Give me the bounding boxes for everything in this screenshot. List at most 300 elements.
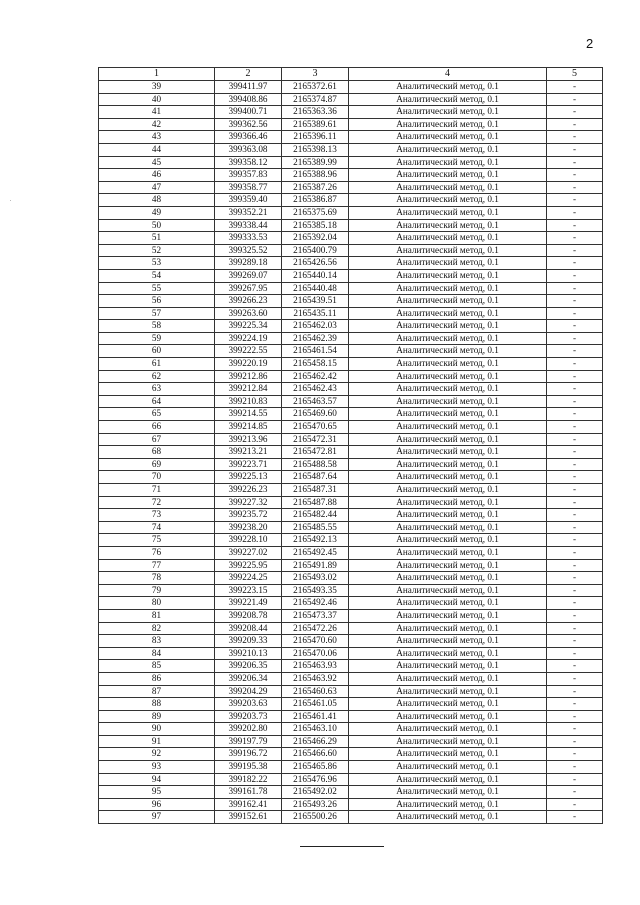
method-cell: Аналитический метод, 0.1: [349, 647, 547, 660]
point-number-cell: 40: [99, 93, 215, 106]
method-cell: Аналитический метод, 0.1: [349, 194, 547, 207]
method-cell: Аналитический метод, 0.1: [349, 748, 547, 761]
y-coordinate-cell: 2165466.29: [282, 735, 349, 748]
y-coordinate-cell: 2165487.88: [282, 496, 349, 509]
method-cell: Аналитический метод, 0.1: [349, 143, 547, 156]
table-row: [99, 307, 603, 320]
table-row: [99, 81, 603, 94]
y-coordinate-cell: 2165388.96: [282, 169, 349, 182]
point-number-cell: 89: [99, 710, 215, 723]
table-row: [99, 735, 603, 748]
point-number-cell: 90: [99, 723, 215, 736]
x-coordinate-cell: 399238.20: [215, 521, 282, 534]
note-cell: -: [547, 811, 603, 824]
column-header-x: 2: [215, 68, 282, 81]
table-row: [99, 181, 603, 194]
point-number-cell: 64: [99, 395, 215, 408]
note-cell: -: [547, 471, 603, 484]
table-row: [99, 509, 603, 522]
y-coordinate-cell: 2165493.35: [282, 584, 349, 597]
point-number-cell: 96: [99, 798, 215, 811]
note-cell: -: [547, 748, 603, 761]
note-cell: -: [547, 672, 603, 685]
y-coordinate-cell: 2165465.86: [282, 761, 349, 774]
table-row: [99, 635, 603, 648]
point-number-cell: 60: [99, 345, 215, 358]
y-coordinate-cell: 2165363.36: [282, 106, 349, 119]
table-row: [99, 395, 603, 408]
table-row: [99, 219, 603, 232]
point-number-cell: 39: [99, 81, 215, 94]
point-number-cell: 76: [99, 546, 215, 559]
x-coordinate-cell: 399267.95: [215, 282, 282, 295]
y-coordinate-cell: 2165386.87: [282, 194, 349, 207]
table-row: [99, 269, 603, 282]
x-coordinate-cell: 399202.80: [215, 723, 282, 736]
point-number-cell: 97: [99, 811, 215, 824]
point-number-cell: 42: [99, 118, 215, 131]
point-number-cell: 68: [99, 446, 215, 459]
table-row: [99, 710, 603, 723]
note-cell: -: [547, 421, 603, 434]
point-number-cell: 63: [99, 383, 215, 396]
y-coordinate-cell: 2165372.61: [282, 81, 349, 94]
method-cell: Аналитический метод, 0.1: [349, 295, 547, 308]
table-row: [99, 748, 603, 761]
x-coordinate-cell: 399358.12: [215, 156, 282, 169]
point-number-cell: 91: [99, 735, 215, 748]
x-coordinate-cell: 399338.44: [215, 219, 282, 232]
table-row: [99, 458, 603, 471]
table-row: [99, 320, 603, 333]
table-row: [99, 609, 603, 622]
y-coordinate-cell: 2165487.64: [282, 471, 349, 484]
table-row: [99, 786, 603, 799]
method-cell: Аналитический метод, 0.1: [349, 773, 547, 786]
y-coordinate-cell: 2165485.55: [282, 521, 349, 534]
x-coordinate-cell: 399209.33: [215, 635, 282, 648]
table-row: [99, 282, 603, 295]
method-cell: Аналитический метод, 0.1: [349, 81, 547, 94]
y-coordinate-cell: 2165500.26: [282, 811, 349, 824]
y-coordinate-cell: 2165460.63: [282, 685, 349, 698]
y-coordinate-cell: 2165435.11: [282, 307, 349, 320]
column-header-note: 5: [547, 68, 603, 81]
note-cell: -: [547, 269, 603, 282]
method-cell: Аналитический метод, 0.1: [349, 584, 547, 597]
x-coordinate-cell: 399225.95: [215, 559, 282, 572]
x-coordinate-cell: 399400.71: [215, 106, 282, 119]
x-coordinate-cell: 399225.13: [215, 471, 282, 484]
x-coordinate-cell: 399352.21: [215, 206, 282, 219]
y-coordinate-cell: 2165462.03: [282, 320, 349, 333]
x-coordinate-cell: 399224.25: [215, 572, 282, 585]
note-cell: -: [547, 484, 603, 497]
y-coordinate-cell: 2165493.02: [282, 572, 349, 585]
point-number-cell: 72: [99, 496, 215, 509]
point-number-cell: 92: [99, 748, 215, 761]
note-cell: -: [547, 307, 603, 320]
x-coordinate-cell: 399235.72: [215, 509, 282, 522]
table-row: [99, 156, 603, 169]
note-cell: -: [547, 521, 603, 534]
note-cell: -: [547, 282, 603, 295]
point-number-cell: 85: [99, 660, 215, 673]
note-cell: -: [547, 194, 603, 207]
x-coordinate-cell: 399197.79: [215, 735, 282, 748]
point-number-cell: 75: [99, 534, 215, 547]
table-row: [99, 106, 603, 119]
table-row: [99, 597, 603, 610]
method-cell: Аналитический метод, 0.1: [349, 446, 547, 459]
point-number-cell: 44: [99, 143, 215, 156]
table-header-row: [99, 68, 603, 81]
note-cell: -: [547, 584, 603, 597]
note-cell: -: [547, 320, 603, 333]
table-row: [99, 232, 603, 245]
method-cell: Аналитический метод, 0.1: [349, 811, 547, 824]
note-cell: -: [547, 496, 603, 509]
method-cell: Аналитический метод, 0.1: [349, 118, 547, 131]
table-row: [99, 358, 603, 371]
x-coordinate-cell: 399162.41: [215, 798, 282, 811]
table-row: [99, 408, 603, 421]
x-coordinate-cell: 399363.08: [215, 143, 282, 156]
method-cell: Аналитический метод, 0.1: [349, 169, 547, 182]
method-cell: Аналитический метод, 0.1: [349, 307, 547, 320]
x-coordinate-cell: 399213.21: [215, 446, 282, 459]
table-row: [99, 332, 603, 345]
note-cell: -: [547, 106, 603, 119]
note-cell: -: [547, 647, 603, 660]
x-coordinate-cell: 399204.29: [215, 685, 282, 698]
note-cell: -: [547, 786, 603, 799]
method-cell: Аналитический метод, 0.1: [349, 358, 547, 371]
method-cell: Аналитический метод, 0.1: [349, 181, 547, 194]
table-row: [99, 131, 603, 144]
y-coordinate-cell: 2165440.48: [282, 282, 349, 295]
point-number-cell: 84: [99, 647, 215, 660]
y-coordinate-cell: 2165440.14: [282, 269, 349, 282]
x-coordinate-cell: 399223.15: [215, 584, 282, 597]
x-coordinate-cell: 399213.96: [215, 433, 282, 446]
y-coordinate-cell: 2165462.39: [282, 332, 349, 345]
table-row: [99, 584, 603, 597]
method-cell: Аналитический метод, 0.1: [349, 433, 547, 446]
point-number-cell: 83: [99, 635, 215, 648]
y-coordinate-cell: 2165461.05: [282, 698, 349, 711]
note-cell: -: [547, 458, 603, 471]
method-cell: Аналитический метод, 0.1: [349, 408, 547, 421]
method-cell: Аналитический метод, 0.1: [349, 572, 547, 585]
table-row: [99, 93, 603, 106]
page-number: 2: [586, 36, 594, 51]
y-coordinate-cell: 2165492.02: [282, 786, 349, 799]
method-cell: Аналитический метод, 0.1: [349, 521, 547, 534]
table-row: [99, 345, 603, 358]
point-number-cell: 49: [99, 206, 215, 219]
method-cell: Аналитический метод, 0.1: [349, 269, 547, 282]
note-cell: -: [547, 383, 603, 396]
point-number-cell: 47: [99, 181, 215, 194]
y-coordinate-cell: 2165426.56: [282, 257, 349, 270]
point-number-cell: 50: [99, 219, 215, 232]
method-cell: Аналитический метод, 0.1: [349, 370, 547, 383]
note-cell: -: [547, 295, 603, 308]
x-coordinate-cell: 399203.73: [215, 710, 282, 723]
note-cell: -: [547, 559, 603, 572]
note-cell: -: [547, 93, 603, 106]
y-coordinate-cell: 2165398.13: [282, 143, 349, 156]
y-coordinate-cell: 2165389.99: [282, 156, 349, 169]
point-number-cell: 87: [99, 685, 215, 698]
point-number-cell: 56: [99, 295, 215, 308]
note-cell: -: [547, 156, 603, 169]
x-coordinate-cell: 399195.38: [215, 761, 282, 774]
x-coordinate-cell: 399269.07: [215, 269, 282, 282]
method-cell: Аналитический метод, 0.1: [349, 622, 547, 635]
table-row: [99, 672, 603, 685]
x-coordinate-cell: 399214.85: [215, 421, 282, 434]
x-coordinate-cell: 399224.19: [215, 332, 282, 345]
note-cell: -: [547, 685, 603, 698]
point-number-cell: 54: [99, 269, 215, 282]
y-coordinate-cell: 2165461.54: [282, 345, 349, 358]
note-cell: -: [547, 698, 603, 711]
y-coordinate-cell: 2165463.93: [282, 660, 349, 673]
x-coordinate-cell: 399161.78: [215, 786, 282, 799]
x-coordinate-cell: 399359.40: [215, 194, 282, 207]
column-header-method: 4: [349, 68, 547, 81]
note-cell: -: [547, 118, 603, 131]
method-cell: Аналитический метод, 0.1: [349, 206, 547, 219]
y-coordinate-cell: 2165487.31: [282, 484, 349, 497]
y-coordinate-cell: 2165466.60: [282, 748, 349, 761]
method-cell: Аналитический метод, 0.1: [349, 458, 547, 471]
point-number-cell: 55: [99, 282, 215, 295]
table-row: [99, 723, 603, 736]
x-coordinate-cell: 399210.13: [215, 647, 282, 660]
note-cell: -: [547, 735, 603, 748]
point-number-cell: 66: [99, 421, 215, 434]
point-number-cell: 81: [99, 609, 215, 622]
table-row: [99, 143, 603, 156]
y-coordinate-cell: 2165472.31: [282, 433, 349, 446]
point-number-cell: 51: [99, 232, 215, 245]
point-number-cell: 86: [99, 672, 215, 685]
x-coordinate-cell: 399206.35: [215, 660, 282, 673]
y-coordinate-cell: 2165400.79: [282, 244, 349, 257]
x-coordinate-cell: 399214.55: [215, 408, 282, 421]
x-coordinate-cell: 399228.10: [215, 534, 282, 547]
method-cell: Аналитический метод, 0.1: [349, 685, 547, 698]
note-cell: -: [547, 358, 603, 371]
x-coordinate-cell: 399152.61: [215, 811, 282, 824]
x-coordinate-cell: 399362.56: [215, 118, 282, 131]
table-row: [99, 257, 603, 270]
note-cell: -: [547, 798, 603, 811]
y-coordinate-cell: 2165392.04: [282, 232, 349, 245]
point-number-cell: 61: [99, 358, 215, 371]
table-row: [99, 484, 603, 497]
x-coordinate-cell: 399212.86: [215, 370, 282, 383]
table-row: [99, 698, 603, 711]
x-coordinate-cell: 399203.63: [215, 698, 282, 711]
note-cell: -: [547, 597, 603, 610]
y-coordinate-cell: 2165463.92: [282, 672, 349, 685]
table-row: [99, 559, 603, 572]
table-row: [99, 471, 603, 484]
method-cell: Аналитический метод, 0.1: [349, 597, 547, 610]
x-coordinate-cell: 399408.86: [215, 93, 282, 106]
table-row: [99, 811, 603, 824]
table-row: [99, 433, 603, 446]
note-cell: -: [547, 534, 603, 547]
point-number-cell: 45: [99, 156, 215, 169]
point-number-cell: 46: [99, 169, 215, 182]
x-coordinate-cell: 399226.23: [215, 484, 282, 497]
method-cell: Аналитический метод, 0.1: [349, 710, 547, 723]
point-number-cell: 82: [99, 622, 215, 635]
point-number-cell: 74: [99, 521, 215, 534]
y-coordinate-cell: 2165492.45: [282, 546, 349, 559]
table-row: [99, 761, 603, 774]
table-row: [99, 572, 603, 585]
x-coordinate-cell: 399325.52: [215, 244, 282, 257]
point-number-cell: 53: [99, 257, 215, 270]
note-cell: -: [547, 509, 603, 522]
y-coordinate-cell: 2165470.60: [282, 635, 349, 648]
x-coordinate-cell: 399196.72: [215, 748, 282, 761]
note-cell: -: [547, 181, 603, 194]
table-row: [99, 194, 603, 207]
y-coordinate-cell: 2165458.15: [282, 358, 349, 371]
x-coordinate-cell: 399223.71: [215, 458, 282, 471]
table-row: [99, 169, 603, 182]
y-coordinate-cell: 2165492.46: [282, 597, 349, 610]
method-cell: Аналитический метод, 0.1: [349, 345, 547, 358]
x-coordinate-cell: 399263.60: [215, 307, 282, 320]
y-coordinate-cell: 2165473.37: [282, 609, 349, 622]
table-row: [99, 496, 603, 509]
point-number-cell: 71: [99, 484, 215, 497]
y-coordinate-cell: 2165492.13: [282, 534, 349, 547]
point-number-cell: 62: [99, 370, 215, 383]
note-cell: -: [547, 395, 603, 408]
x-coordinate-cell: 399212.84: [215, 383, 282, 396]
y-coordinate-cell: 2165385.18: [282, 219, 349, 232]
method-cell: Аналитический метод, 0.1: [349, 257, 547, 270]
method-cell: Аналитический метод, 0.1: [349, 534, 547, 547]
table-row: [99, 521, 603, 534]
y-coordinate-cell: 2165463.10: [282, 723, 349, 736]
x-coordinate-cell: 399357.83: [215, 169, 282, 182]
point-number-cell: 48: [99, 194, 215, 207]
y-coordinate-cell: 2165476.96: [282, 773, 349, 786]
note-cell: -: [547, 257, 603, 270]
point-number-cell: 80: [99, 597, 215, 610]
method-cell: Аналитический метод, 0.1: [349, 798, 547, 811]
point-number-cell: 73: [99, 509, 215, 522]
method-cell: Аналитический метод, 0.1: [349, 93, 547, 106]
table-row: [99, 446, 603, 459]
x-coordinate-cell: 399210.83: [215, 395, 282, 408]
note-cell: -: [547, 169, 603, 182]
x-coordinate-cell: 399221.49: [215, 597, 282, 610]
column-header-y: 3: [282, 68, 349, 81]
note-cell: -: [547, 710, 603, 723]
note-cell: -: [547, 232, 603, 245]
x-coordinate-cell: 399266.23: [215, 295, 282, 308]
table-row: [99, 421, 603, 434]
table-row: [99, 773, 603, 786]
method-cell: Аналитический метод, 0.1: [349, 156, 547, 169]
note-cell: -: [547, 723, 603, 736]
y-coordinate-cell: 2165470.65: [282, 421, 349, 434]
x-coordinate-cell: 399366.46: [215, 131, 282, 144]
table-row: [99, 647, 603, 660]
method-cell: Аналитический метод, 0.1: [349, 383, 547, 396]
table-row: [99, 383, 603, 396]
note-cell: -: [547, 446, 603, 459]
table-row: [99, 370, 603, 383]
method-cell: Аналитический метод, 0.1: [349, 421, 547, 434]
note-cell: -: [547, 408, 603, 421]
x-coordinate-cell: 399289.18: [215, 257, 282, 270]
method-cell: Аналитический метод, 0.1: [349, 484, 547, 497]
y-coordinate-cell: 2165375.69: [282, 206, 349, 219]
point-number-cell: 94: [99, 773, 215, 786]
note-cell: -: [547, 219, 603, 232]
y-coordinate-cell: 2165461.41: [282, 710, 349, 723]
y-coordinate-cell: 2165488.58: [282, 458, 349, 471]
method-cell: Аналитический метод, 0.1: [349, 735, 547, 748]
y-coordinate-cell: 2165472.26: [282, 622, 349, 635]
table-row: [99, 546, 603, 559]
table-row: [99, 660, 603, 673]
point-number-cell: 69: [99, 458, 215, 471]
method-cell: Аналитический метод, 0.1: [349, 282, 547, 295]
method-cell: Аналитический метод, 0.1: [349, 320, 547, 333]
method-cell: Аналитический метод, 0.1: [349, 559, 547, 572]
x-coordinate-cell: 399208.44: [215, 622, 282, 635]
y-coordinate-cell: 2165396.11: [282, 131, 349, 144]
x-coordinate-cell: 399227.02: [215, 546, 282, 559]
method-cell: Аналитический метод, 0.1: [349, 660, 547, 673]
x-coordinate-cell: 399225.34: [215, 320, 282, 333]
y-coordinate-cell: 2165374.87: [282, 93, 349, 106]
method-cell: Аналитический метод, 0.1: [349, 395, 547, 408]
note-cell: -: [547, 433, 603, 446]
method-cell: Аналитический метод, 0.1: [349, 635, 547, 648]
footer-rule: [300, 846, 384, 847]
x-coordinate-cell: 399220.19: [215, 358, 282, 371]
y-coordinate-cell: 2165462.42: [282, 370, 349, 383]
y-coordinate-cell: 2165439.51: [282, 295, 349, 308]
x-coordinate-cell: 399206.34: [215, 672, 282, 685]
x-coordinate-cell: 399182.22: [215, 773, 282, 786]
y-coordinate-cell: 2165469.60: [282, 408, 349, 421]
note-cell: -: [547, 332, 603, 345]
method-cell: Аналитический метод, 0.1: [349, 723, 547, 736]
x-coordinate-cell: 399208.78: [215, 609, 282, 622]
y-coordinate-cell: 2165472.81: [282, 446, 349, 459]
method-cell: Аналитический метод, 0.1: [349, 698, 547, 711]
note-cell: -: [547, 635, 603, 648]
note-cell: -: [547, 773, 603, 786]
method-cell: Аналитический метод, 0.1: [349, 672, 547, 685]
y-coordinate-cell: 2165387.26: [282, 181, 349, 194]
